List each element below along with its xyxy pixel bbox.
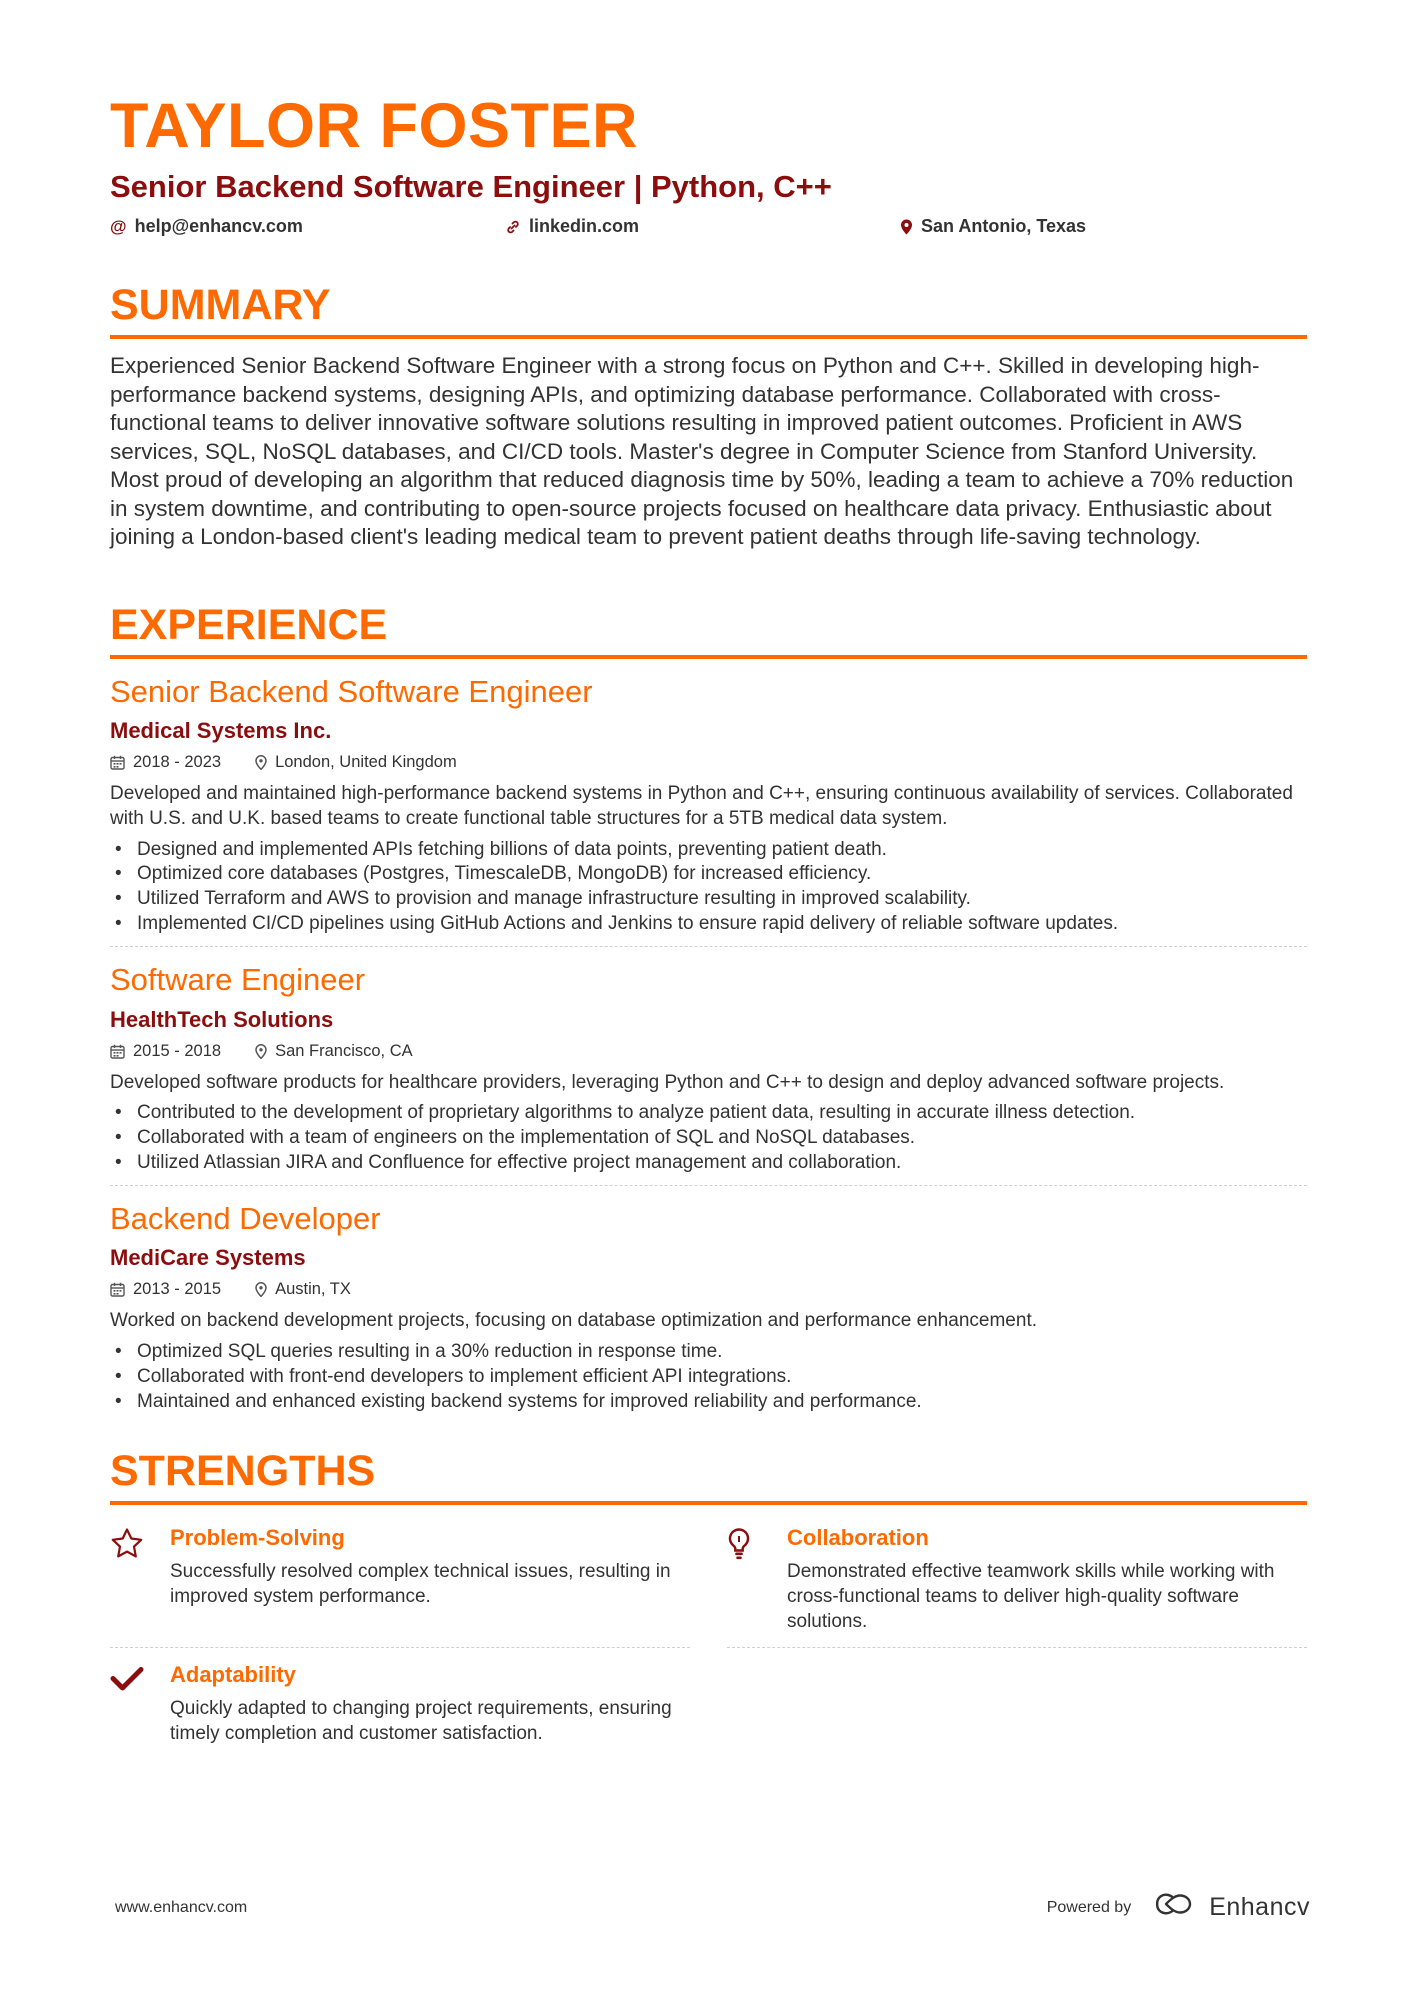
candidate-name: TAYLOR FOSTER	[110, 91, 639, 161]
resume-header	[110, 91, 1307, 237]
calendar-icon	[110, 1044, 125, 1059]
experience-section	[110, 601, 1307, 1424]
job-bullets	[110, 1101, 1307, 1175]
strength-item	[727, 1511, 1307, 1648]
job-bullet: • Utilized Terraform and AWS to provision and manage infrastructure resulting in improved scalability.	[110, 887, 1307, 912]
summary-heading: SUMMARY	[110, 284, 1307, 339]
company-name: MediCare Systems	[110, 1245, 306, 1271]
location-pin-icon	[255, 1044, 267, 1059]
strength-title: Collaboration	[787, 1525, 929, 1551]
job-entry	[110, 673, 1307, 947]
company-name: Medical Systems Inc.	[110, 718, 332, 744]
summary-text: Experienced Senior Backend Software Engineer with a strong focus on Python and C++. Skilled in developing high-performance backend systems, designing APIs, and optimizing database performance. Collaborated with cross-functional teams to deliver innovative software solutions resulting in improved patient outcomes. Proficient in AWS services, SQL, NoSQL databases, and CI/CD tools. Master's degree in Computer Science from Stanford University. Most proud of developing an algorithm that reduced diagnosis time by 50%, leading a team to achieve a 70% reduction in system downtime, and contributing to open-source projects focused on healthcare data privacy. Enthusiastic about joining a London-based client's leading medical team to prevent patient deaths through life-saving technology.	[110, 353, 1294, 550]
link-icon	[505, 219, 521, 235]
strengths-section	[110, 1447, 1307, 1759]
job-bullet: • Utilized Atlassian JIRA and Confluence for effective project management and collaboration.	[110, 1151, 1307, 1176]
resume-page	[110, 91, 1307, 1760]
company-name: HealthTech Solutions	[110, 1006, 334, 1032]
contact-linkedin[interactable]	[505, 216, 900, 237]
contact-email-text: help@enhancv.com	[134, 216, 303, 237]
job-bullet: • Contributed to the development of proprietary algorithms to analyze patient data, resulting in accurate illness detection.	[110, 1101, 1307, 1126]
job-bullet: • Designed and implemented APIs fetching billions of data points, preventing patient death.	[110, 838, 1307, 863]
job-dates: 2018 - 2023	[133, 753, 222, 772]
lightbulb-icon	[727, 1525, 787, 1634]
strength-item	[110, 1648, 690, 1759]
strength-item	[110, 1511, 690, 1648]
job-bullet: • Optimized SQL queries resulting in a 30% reduction in response time.	[110, 1340, 1307, 1365]
contact-email[interactable]	[110, 216, 505, 237]
job-meta	[110, 753, 1307, 772]
powered-by-label: Powered by	[1046, 1898, 1132, 1916]
strength-description: Successfully resolved complex technical issues, resulting in improved system performance.	[170, 1561, 671, 1607]
enhancv-logo-icon	[1153, 1892, 1199, 1923]
strength-description: Demonstrated effective teamwork skills while working with cross-functional teams to deliver high-quality software solutions.	[787, 1561, 1275, 1632]
brand-name: Enhancv	[1209, 1893, 1310, 1921]
job-bullet: • Optimized core databases (Postgres, TimescaleDB, MongoDB) for increased efficiency.	[110, 862, 1307, 887]
checkmark-icon	[110, 1662, 170, 1746]
job-meta	[110, 1280, 1307, 1299]
job-dates: 2013 - 2015	[133, 1280, 222, 1299]
job-title: Software Engineer	[110, 962, 366, 998]
job-location: London, United Kingdom	[275, 753, 457, 772]
contact-location-text: San Antonio, Texas	[921, 216, 1087, 237]
location-pin-icon	[900, 219, 913, 235]
job-bullets	[110, 838, 1307, 937]
contact-linkedin-text: linkedin.com	[529, 216, 640, 237]
job-entry	[110, 961, 1307, 1186]
strength-title: Adaptability	[170, 1662, 296, 1688]
location-pin-icon	[255, 1282, 267, 1297]
star-icon	[110, 1525, 170, 1634]
job-bullet: • Collaborated with front-end developers to implement efficient API integrations.	[110, 1365, 1307, 1390]
job-description: Worked on backend development projects, focusing on database optimization and performance enhancement.	[110, 1310, 1038, 1332]
calendar-icon	[110, 1282, 125, 1297]
strengths-grid	[110, 1511, 1307, 1759]
job-title: Senior Backend Software Engineer	[110, 674, 593, 710]
job-bullets	[110, 1340, 1307, 1414]
job-description: Developed software products for healthcare providers, leveraging Python and C++ to design and deploy advanced software projects.	[110, 1071, 1225, 1093]
brand-logo[interactable]	[1153, 1892, 1310, 1923]
job-bullet: • Implemented CI/CD pipelines using GitHub Actions and Jenkins to ensure rapid delivery of reliable software updates.	[110, 912, 1307, 937]
strength-title: Problem-Solving	[170, 1525, 345, 1551]
contact-location	[900, 216, 1086, 237]
job-bullet: • Maintained and enhanced existing backend systems for improved reliability and performance.	[110, 1390, 1307, 1415]
location-pin-icon	[255, 755, 267, 770]
job-meta	[110, 1042, 1307, 1061]
job-title: Backend Developer	[110, 1201, 381, 1237]
job-entry	[110, 1200, 1307, 1424]
job-location: Austin, TX	[275, 1280, 351, 1299]
powered-by	[1047, 1892, 1310, 1923]
footer-url[interactable]: www.enhancv.com	[115, 1898, 248, 1916]
strength-description: Quickly adapted to changing project requirements, ensuring timely completion and customer satisfaction.	[170, 1698, 672, 1744]
job-description: Developed and maintained high-performance backend systems in Python and C++, ensuring continuous availability of services. Collaborated with U.S. and U.K. based teams to create functional table structures for a 5TB medical data system.	[110, 783, 1293, 829]
page-footer	[115, 1892, 1310, 1923]
experience-heading: EXPERIENCE	[110, 604, 1307, 659]
at-icon: @	[110, 216, 127, 236]
contact-row	[110, 216, 1307, 237]
job-bullet: • Collaborated with a team of engineers on the implementation of SQL and NoSQL databases.	[110, 1126, 1307, 1151]
job-dates: 2015 - 2018	[133, 1041, 222, 1060]
summary-section	[110, 281, 1307, 552]
strengths-heading: STRENGTHS	[110, 1450, 1307, 1505]
candidate-title: Senior Backend Software Engineer | Python, C++	[110, 169, 832, 204]
calendar-icon	[110, 755, 125, 770]
job-location: San Francisco, CA	[275, 1041, 413, 1060]
